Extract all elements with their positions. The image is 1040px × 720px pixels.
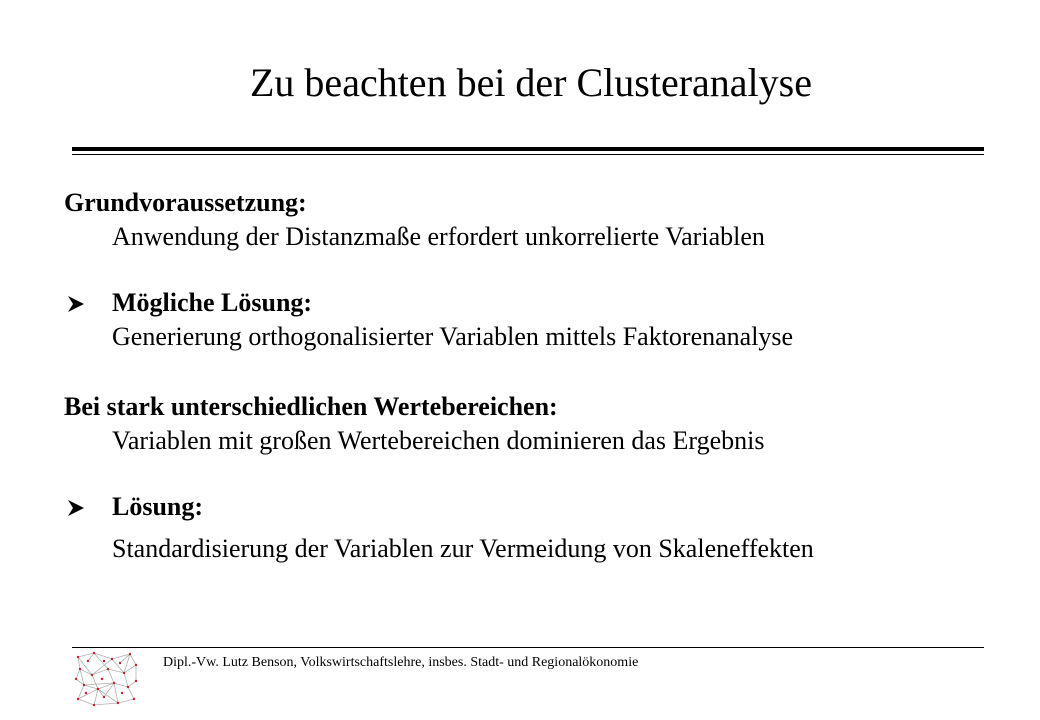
bullet-text: Standardisierung der Variablen zur Vermeidung von Skaleneffekten [112, 534, 814, 563]
arrowhead-bullet-icon [64, 490, 112, 524]
section-text: Anwendung der Distanzmaße erfordert unkorrelierte Variablen [112, 222, 765, 251]
section-wertebereiche [64, 390, 1004, 458]
title-divider-thick [72, 147, 984, 151]
title-divider-thin [72, 154, 984, 155]
section-grundvoraussetzung [64, 186, 1004, 254]
arrowhead-bullet-icon [64, 286, 112, 320]
bullet-heading-row [64, 490, 1004, 524]
footer-divider [72, 647, 984, 648]
bullet-heading: Lösung: [112, 492, 204, 521]
footer-author: Dipl.-Vw. Lutz Benson, Volkswirtschaftslehre, insbes. Stadt- und Regionalökonomie [163, 655, 639, 670]
section-moegliche-loesung [64, 286, 1004, 354]
section-heading: Grundvoraussetzung: [64, 188, 307, 217]
bullet-text: Generierung orthogonalisierter Variablen mittels Faktorenanalyse [112, 322, 794, 351]
network-logo-icon [74, 651, 138, 707]
section-text: Variablen mit großen Wertebereichen dominieren das Ergebnis [112, 426, 765, 455]
bullet-heading-row [64, 286, 1004, 320]
slide-title: Zu beachten bei der Clusteranalyse [250, 60, 812, 105]
bullet-heading: Mögliche Lösung: [112, 288, 313, 317]
section-loesung [64, 490, 1004, 566]
section-heading: Bei stark unterschiedlichen Wertebereichen: [64, 392, 558, 421]
